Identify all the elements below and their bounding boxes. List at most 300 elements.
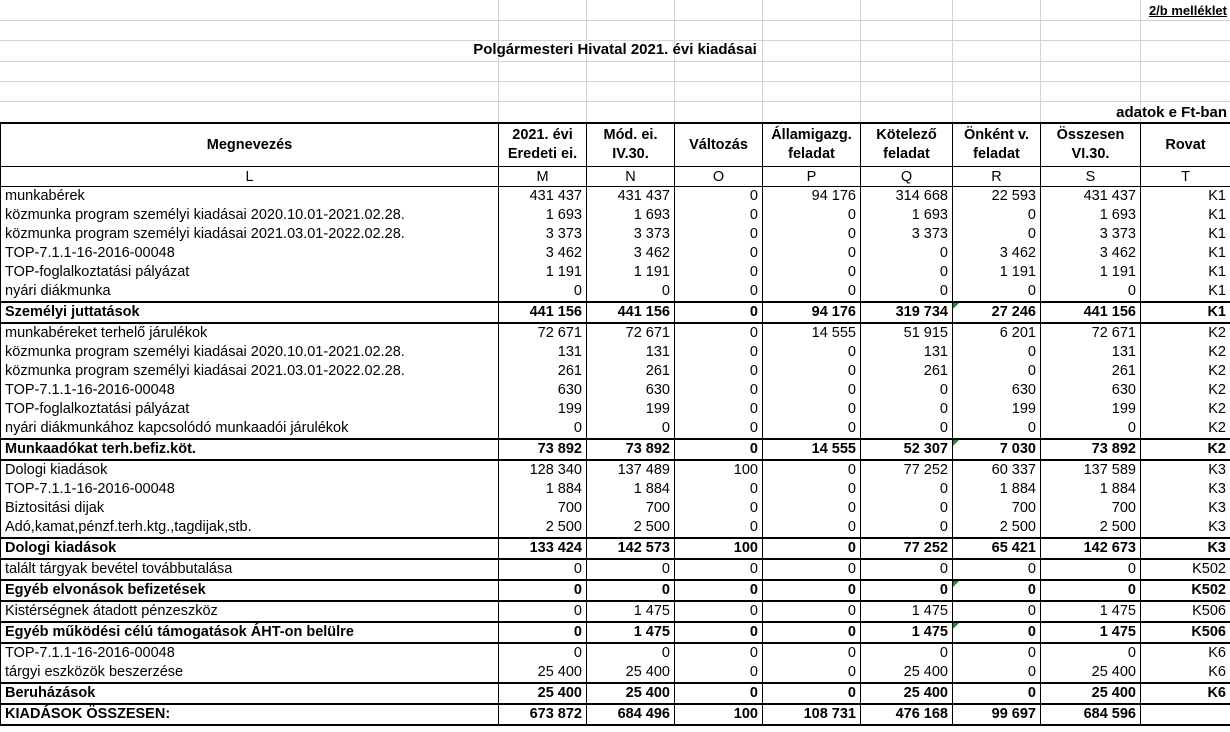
amount-cell: 0 (499, 419, 587, 439)
amount-cell: 25 400 (861, 683, 953, 704)
amount-cell: 0 (675, 362, 763, 381)
amount-cell: 22 593 (953, 187, 1041, 207)
amount-cell: 0 (675, 580, 763, 601)
rovat-cell: K1 (1141, 225, 1230, 244)
rovat-cell (1141, 704, 1230, 725)
column-header (763, 123, 861, 167)
amount-cell: 0 (675, 400, 763, 419)
amount-cell: 137 589 (1041, 460, 1141, 480)
row-label: közmunka program személyi kiadásai 2021.03.01-2022.02.28. (1, 225, 499, 244)
row-label: Személyi juttatások (1, 302, 499, 323)
amount-cell: 72 671 (1041, 323, 1141, 343)
column-header-line1: Összesen (1056, 127, 1125, 143)
column-header-line2: VI.30. (1071, 146, 1110, 162)
amount-cell: 0 (675, 559, 763, 580)
amount-cell: 0 (1041, 559, 1141, 580)
column-letter: M (499, 167, 587, 187)
row-label: TOP-foglalkoztatási pályázat (1, 263, 499, 282)
column-letter: S (1041, 167, 1141, 187)
table-row (1, 282, 1230, 302)
amount-cell: 0 (763, 663, 861, 683)
row-label: Egyéb elvonások befizetések (1, 580, 499, 601)
rovat-cell: K6 (1141, 643, 1230, 663)
amount-cell: 199 (499, 400, 587, 419)
amount-cell: 0 (763, 643, 861, 663)
table-row (1, 518, 1230, 538)
amount-cell: 1 884 (499, 480, 587, 499)
row-label: talált tárgyak bevétel továbbutalása (1, 559, 499, 580)
amount-cell: 476 168 (861, 704, 953, 725)
amount-cell: 6 201 (953, 323, 1041, 343)
amount-cell: 52 307 (861, 439, 953, 460)
column-header-line1: Változás (689, 136, 748, 153)
table-row (1, 559, 1230, 580)
amount-cell: 0 (675, 683, 763, 704)
amount-cell: 0 (499, 580, 587, 601)
column-header-line1: Kötelező (876, 127, 937, 143)
amount-cell: 0 (1041, 282, 1141, 302)
amount-cell: 1 693 (587, 206, 675, 225)
amount-cell: 0 (675, 244, 763, 263)
subtotal-row (1, 302, 1230, 323)
amount-cell: 1 884 (953, 480, 1041, 499)
amount-cell: 0 (861, 580, 953, 601)
amount-cell: 684 496 (587, 704, 675, 725)
amount-cell: 1 693 (861, 206, 953, 225)
row-label: Adó,kamat,pénzf.terh.ktg.,tagdijak,stb. (1, 518, 499, 538)
amount-cell: 0 (675, 663, 763, 683)
rovat-cell: K506 (1141, 622, 1230, 643)
amount-cell: 0 (861, 419, 953, 439)
amount-cell: 199 (587, 400, 675, 419)
column-header-line1: Megnevezés (206, 136, 293, 153)
table-row (1, 663, 1230, 683)
amount-cell: 1 884 (1041, 480, 1141, 499)
amount-cell: 0 (763, 244, 861, 263)
amount-cell: 0 (861, 244, 953, 263)
column-header-line2: IV.30. (612, 146, 649, 162)
annex-label: 2/b melléklet (1148, 3, 1227, 18)
row-label: Biztositási dijak (1, 499, 499, 518)
amount-cell: 1 475 (1041, 622, 1141, 643)
header-row (1, 123, 1230, 167)
amount-cell: 0 (675, 419, 763, 439)
amount-cell: 27 246 (953, 302, 1041, 323)
table-row (1, 225, 1230, 244)
amount-cell: 630 (499, 381, 587, 400)
column-header-line1: Rovat (1165, 136, 1206, 153)
amount-cell: 25 400 (499, 663, 587, 683)
row-label: Egyéb működési célú támogatások ÁHT-on belülre (1, 622, 499, 643)
amount-cell: 0 (861, 559, 953, 580)
amount-cell: 441 156 (499, 302, 587, 323)
amount-cell: 0 (861, 499, 953, 518)
row-label: Dologi kiadások (1, 460, 499, 480)
amount-cell: 314 668 (861, 187, 953, 207)
gridline-horizontal (0, 81, 1230, 82)
amount-cell: 0 (763, 518, 861, 538)
rovat-cell: K1 (1141, 302, 1230, 323)
amount-cell: 65 421 (953, 538, 1041, 559)
column-header-line1: Önként v. (964, 127, 1029, 143)
table-row (1, 187, 1230, 207)
column-letter: N (587, 167, 675, 187)
amount-cell: 0 (499, 643, 587, 663)
amount-cell: 0 (861, 381, 953, 400)
rovat-cell: K3 (1141, 538, 1230, 559)
rovat-cell: K3 (1141, 518, 1230, 538)
amount-cell: 0 (953, 343, 1041, 362)
amount-cell: 94 176 (763, 302, 861, 323)
row-label: közmunka program személyi kiadásai 2021.03.01-2022.02.28. (1, 362, 499, 381)
amount-cell: 131 (861, 343, 953, 362)
amount-cell: 0 (763, 480, 861, 499)
column-header (1, 123, 499, 167)
amount-cell: 0 (953, 362, 1041, 381)
amount-cell: 3 462 (499, 244, 587, 263)
amount-cell: 261 (587, 362, 675, 381)
amount-cell: 0 (953, 683, 1041, 704)
amount-cell: 0 (499, 622, 587, 643)
amount-cell: 0 (763, 559, 861, 580)
amount-cell: 0 (763, 622, 861, 643)
amount-cell: 0 (499, 282, 587, 302)
amount-cell: 2 500 (587, 518, 675, 538)
column-letter: L (1, 167, 499, 187)
amount-cell: 72 671 (499, 323, 587, 343)
row-label: TOP-7.1.1-16-2016-00048 (1, 643, 499, 663)
amount-cell: 0 (953, 580, 1041, 601)
rovat-cell: K2 (1141, 323, 1230, 343)
amount-cell: 431 437 (1041, 187, 1141, 207)
amount-cell: 7 030 (953, 439, 1041, 460)
amount-cell: 0 (675, 263, 763, 282)
amount-cell: 73 892 (1041, 439, 1141, 460)
table-row (1, 381, 1230, 400)
amount-cell: 0 (763, 538, 861, 559)
amount-cell: 1 693 (499, 206, 587, 225)
amount-cell: 0 (587, 282, 675, 302)
rovat-cell: K3 (1141, 480, 1230, 499)
amount-cell: 0 (953, 622, 1041, 643)
amount-cell: 0 (763, 343, 861, 362)
amount-cell: 1 191 (587, 263, 675, 282)
amount-cell: 3 462 (1041, 244, 1141, 263)
amount-cell: 700 (953, 499, 1041, 518)
table-row (1, 460, 1230, 480)
amount-cell: 25 400 (499, 683, 587, 704)
row-label: Kistérségnek átadott pénzeszköz (1, 601, 499, 622)
amount-cell: 199 (1041, 400, 1141, 419)
row-label: nyári diákmunkához kapcsolódó munkaadói járulékok (1, 419, 499, 439)
amount-cell: 1 191 (953, 263, 1041, 282)
amount-cell: 0 (763, 381, 861, 400)
amount-cell: 0 (675, 282, 763, 302)
amount-cell: 25 400 (861, 663, 953, 683)
amount-cell: 1 191 (1041, 263, 1141, 282)
amount-cell: 431 437 (499, 187, 587, 207)
rovat-cell: K506 (1141, 601, 1230, 622)
table-row (1, 643, 1230, 663)
column-header (953, 123, 1041, 167)
row-label: Dologi kiadások (1, 538, 499, 559)
amount-cell: 0 (587, 559, 675, 580)
amount-cell: 0 (861, 518, 953, 538)
row-label: Munkaadókat terh.befiz.köt. (1, 439, 499, 460)
expenditure-table (0, 122, 1230, 726)
amount-cell: 0 (675, 518, 763, 538)
amount-cell: 3 373 (861, 225, 953, 244)
amount-cell: 51 915 (861, 323, 953, 343)
amount-cell: 0 (953, 225, 1041, 244)
amount-cell: 0 (763, 206, 861, 225)
amount-cell: 3 462 (587, 244, 675, 263)
amount-cell: 261 (1041, 362, 1141, 381)
column-header-line1: Államigazg. (771, 127, 852, 143)
column-header (861, 123, 953, 167)
subtotal-row (1, 439, 1230, 460)
rovat-cell: K502 (1141, 580, 1230, 601)
gridline-horizontal (0, 61, 1230, 62)
rovat-cell: K1 (1141, 282, 1230, 302)
column-header (1041, 123, 1141, 167)
amount-cell: 14 555 (763, 439, 861, 460)
subtotal-row (1, 622, 1230, 643)
amount-cell: 3 373 (499, 225, 587, 244)
amount-cell: 1 475 (861, 601, 953, 622)
amount-cell: 0 (953, 419, 1041, 439)
amount-cell: 0 (763, 263, 861, 282)
amount-cell: 630 (1041, 381, 1141, 400)
amount-cell: 128 340 (499, 460, 587, 480)
column-header (587, 123, 675, 167)
amount-cell: 0 (675, 499, 763, 518)
column-letter: R (953, 167, 1041, 187)
amount-cell: 0 (763, 282, 861, 302)
amount-cell: 2 500 (1041, 518, 1141, 538)
row-label: tárgyi eszközök beszerzése (1, 663, 499, 683)
amount-cell: 0 (675, 323, 763, 343)
amount-cell: 0 (499, 559, 587, 580)
amount-cell: 0 (763, 580, 861, 601)
rovat-cell: K6 (1141, 663, 1230, 683)
amount-cell: 3 462 (953, 244, 1041, 263)
amount-cell: 25 400 (587, 683, 675, 704)
row-label: TOP-7.1.1-16-2016-00048 (1, 244, 499, 263)
row-label: közmunka program személyi kiadásai 2020.10.01-2021.02.28. (1, 206, 499, 225)
amount-cell: 684 596 (1041, 704, 1141, 725)
gridline-horizontal (0, 101, 1230, 102)
rovat-cell: K1 (1141, 187, 1230, 207)
table-row (1, 206, 1230, 225)
amount-cell: 60 337 (953, 460, 1041, 480)
amount-cell: 0 (861, 643, 953, 663)
column-header-line2: Eredeti ei. (507, 146, 578, 162)
amount-cell: 99 697 (953, 704, 1041, 725)
amount-cell: 72 671 (587, 323, 675, 343)
amount-cell: 100 (675, 704, 763, 725)
amount-cell: 77 252 (861, 538, 953, 559)
amount-cell: 108 731 (763, 704, 861, 725)
amount-cell: 25 400 (1041, 683, 1141, 704)
amount-cell: 0 (763, 499, 861, 518)
amount-cell: 1 191 (499, 263, 587, 282)
amount-cell: 2 500 (499, 518, 587, 538)
amount-cell: 73 892 (499, 439, 587, 460)
table-row (1, 499, 1230, 518)
amount-cell: 0 (861, 282, 953, 302)
column-header (675, 123, 763, 167)
table-row (1, 263, 1230, 282)
amount-cell: 142 673 (1041, 538, 1141, 559)
amount-cell: 1 693 (1041, 206, 1141, 225)
row-label: TOP-7.1.1-16-2016-00048 (1, 480, 499, 499)
amount-cell: 0 (763, 400, 861, 419)
subtotal-row (1, 538, 1230, 559)
amount-cell: 700 (499, 499, 587, 518)
amount-cell: 0 (675, 225, 763, 244)
amount-cell: 199 (953, 400, 1041, 419)
amount-cell: 319 734 (861, 302, 953, 323)
amount-cell: 142 573 (587, 538, 675, 559)
amount-cell: 131 (1041, 343, 1141, 362)
amount-cell: 0 (675, 302, 763, 323)
rovat-cell: K2 (1141, 400, 1230, 419)
table-row (1, 400, 1230, 419)
amount-cell: 1 475 (861, 622, 953, 643)
amount-cell: 630 (587, 381, 675, 400)
amount-cell: 431 437 (587, 187, 675, 207)
amount-cell: 133 424 (499, 538, 587, 559)
amount-cell: 0 (953, 559, 1041, 580)
table-row (1, 362, 1230, 381)
amount-cell: 14 555 (763, 323, 861, 343)
amount-cell: 0 (861, 400, 953, 419)
unit-note: adatok e Ft-ban (1116, 104, 1227, 121)
rovat-cell: K502 (1141, 559, 1230, 580)
rovat-cell: K1 (1141, 244, 1230, 263)
amount-cell: 0 (675, 643, 763, 663)
rovat-cell: K2 (1141, 439, 1230, 460)
amount-cell: 3 373 (1041, 225, 1141, 244)
column-header-line2: feladat (788, 146, 835, 162)
table-row (1, 244, 1230, 263)
amount-cell: 0 (953, 601, 1041, 622)
row-label: munkabéreket terhelő járulékok (1, 323, 499, 343)
amount-cell: 0 (763, 419, 861, 439)
amount-cell: 630 (953, 381, 1041, 400)
amount-cell: 261 (861, 362, 953, 381)
grand-total-row (1, 704, 1230, 725)
amount-cell: 0 (953, 206, 1041, 225)
column-header (499, 123, 587, 167)
row-label: Beruházások (1, 683, 499, 704)
rovat-cell: K2 (1141, 419, 1230, 439)
page-title: Polgármesteri Hivatal 2021. évi kiadásai (473, 41, 757, 58)
column-letter: P (763, 167, 861, 187)
column-header-line1: 2021. évi (512, 127, 573, 143)
amount-cell: 0 (1041, 580, 1141, 601)
table-row (1, 480, 1230, 499)
amount-cell: 1 475 (587, 601, 675, 622)
amount-cell: 131 (499, 343, 587, 362)
amount-cell: 77 252 (861, 460, 953, 480)
amount-cell: 137 489 (587, 460, 675, 480)
rovat-cell: K2 (1141, 343, 1230, 362)
amount-cell: 441 156 (587, 302, 675, 323)
amount-cell: 0 (587, 580, 675, 601)
amount-cell: 0 (675, 343, 763, 362)
amount-cell: 0 (675, 601, 763, 622)
amount-cell: 0 (675, 622, 763, 643)
amount-cell: 0 (675, 381, 763, 400)
amount-cell: 131 (587, 343, 675, 362)
amount-cell: 25 400 (1041, 663, 1141, 683)
amount-cell: 0 (763, 683, 861, 704)
rovat-cell: K3 (1141, 499, 1230, 518)
amount-cell: 100 (675, 538, 763, 559)
rovat-cell: K2 (1141, 362, 1230, 381)
amount-cell: 0 (763, 225, 861, 244)
rovat-cell: K1 (1141, 263, 1230, 282)
amount-cell: 0 (861, 263, 953, 282)
column-header (1141, 123, 1230, 167)
amount-cell: 0 (763, 362, 861, 381)
rovat-cell: K1 (1141, 206, 1230, 225)
table-row (1, 601, 1230, 622)
column-letter: Q (861, 167, 953, 187)
amount-cell: 0 (675, 206, 763, 225)
amount-cell: 0 (1041, 419, 1141, 439)
subtotal-row (1, 683, 1230, 704)
amount-cell: 0 (953, 643, 1041, 663)
amount-cell: 0 (953, 282, 1041, 302)
table-row (1, 323, 1230, 343)
column-letter: T (1141, 167, 1230, 187)
amount-cell: 0 (861, 480, 953, 499)
amount-cell: 100 (675, 460, 763, 480)
amount-cell: 0 (499, 601, 587, 622)
rovat-cell: K6 (1141, 683, 1230, 704)
gridline-horizontal (0, 20, 1230, 21)
amount-cell: 0 (763, 460, 861, 480)
amount-cell: 0 (1041, 643, 1141, 663)
amount-cell: 0 (953, 663, 1041, 683)
table-row (1, 419, 1230, 439)
row-label: TOP-7.1.1-16-2016-00048 (1, 381, 499, 400)
amount-cell: 0 (675, 439, 763, 460)
row-label: nyári diákmunka (1, 282, 499, 302)
amount-cell: 73 892 (587, 439, 675, 460)
amount-cell: 2 500 (953, 518, 1041, 538)
rovat-cell: K3 (1141, 460, 1230, 480)
amount-cell: 94 176 (763, 187, 861, 207)
amount-cell: 261 (499, 362, 587, 381)
table-row (1, 343, 1230, 362)
column-letter: O (675, 167, 763, 187)
column-header-line2: feladat (883, 146, 930, 162)
row-label: TOP-foglalkoztatási pályázat (1, 400, 499, 419)
amount-cell: 0 (763, 601, 861, 622)
amount-cell: 700 (587, 499, 675, 518)
rovat-cell: K2 (1141, 381, 1230, 400)
amount-cell: 0 (587, 643, 675, 663)
amount-cell: 0 (587, 419, 675, 439)
amount-cell: 1 884 (587, 480, 675, 499)
column-header-line1: Mód. ei. (603, 127, 658, 143)
amount-cell: 700 (1041, 499, 1141, 518)
column-letter-row (1, 167, 1230, 187)
